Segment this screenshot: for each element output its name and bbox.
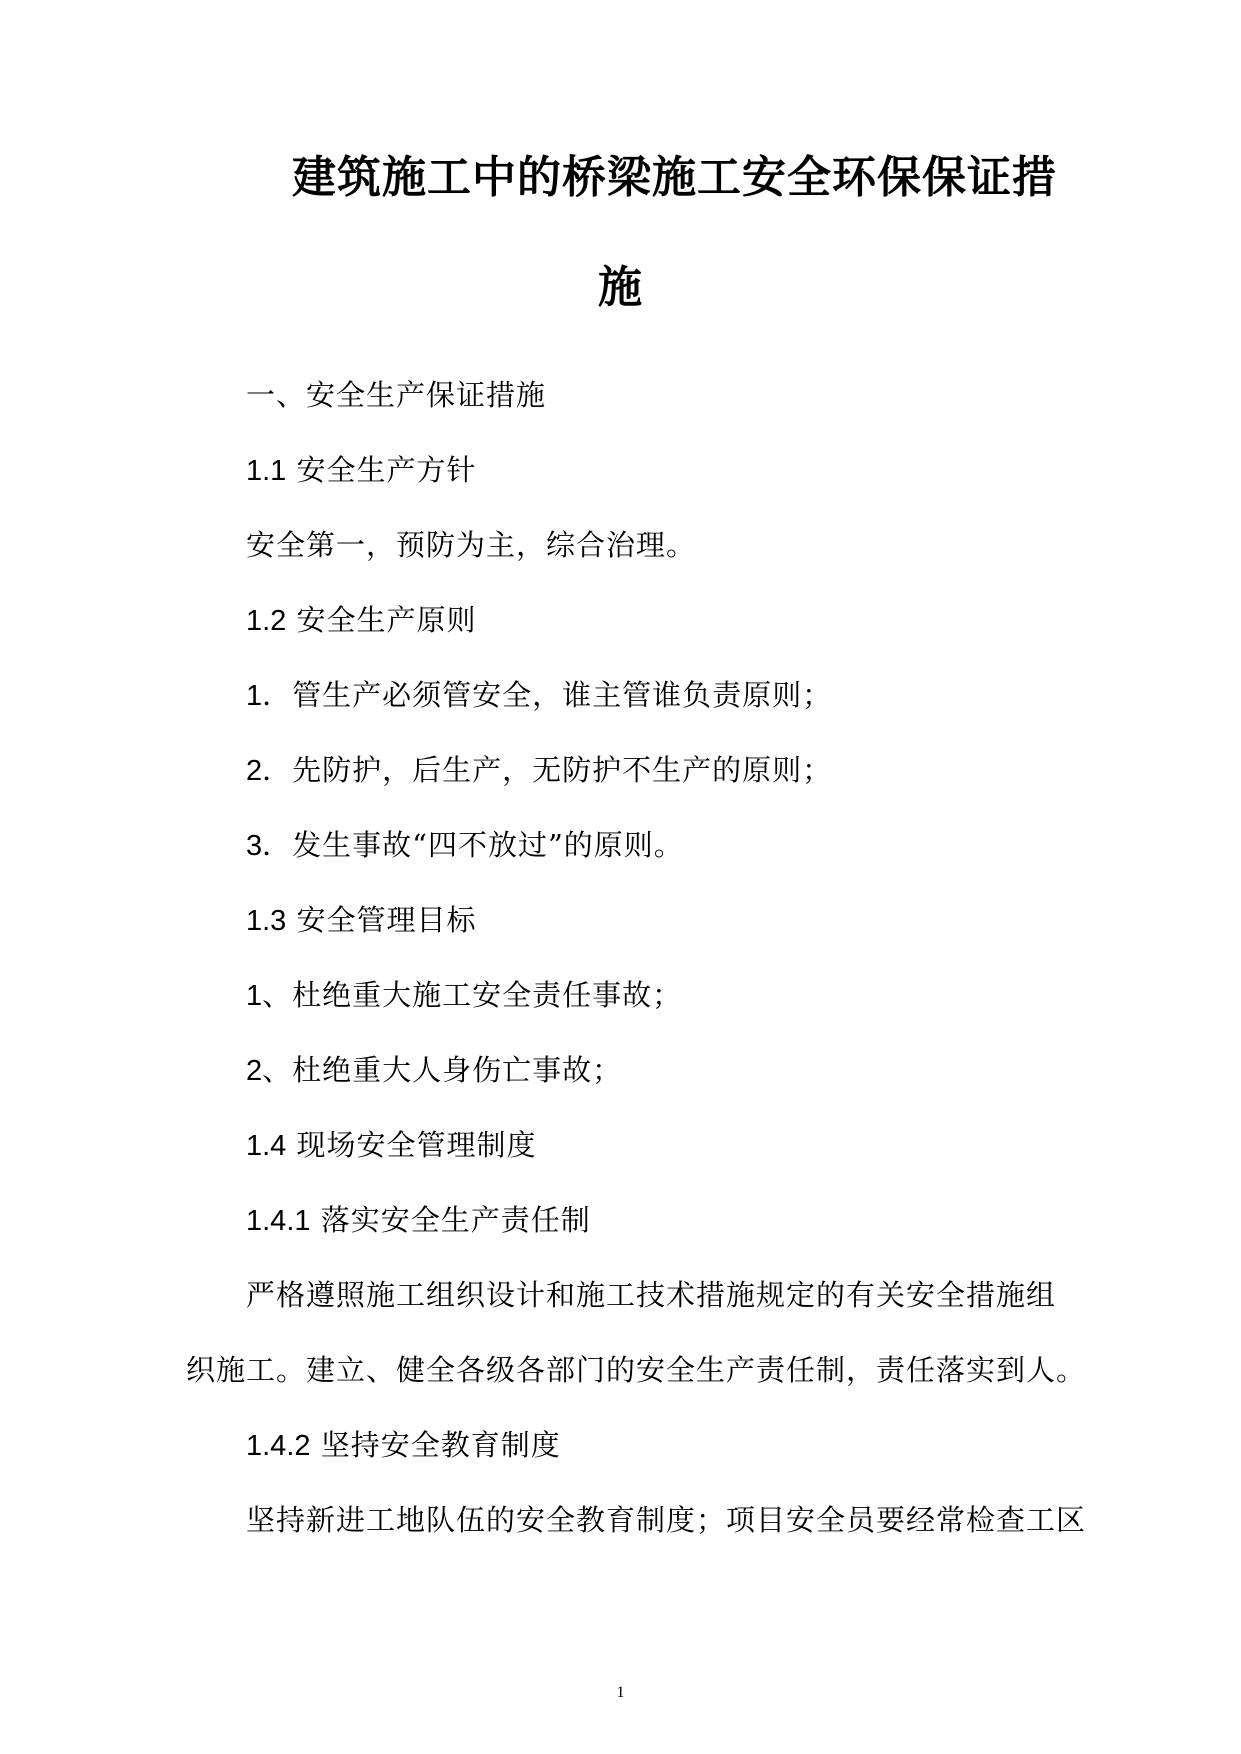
paragraph-number: 1.1 — [246, 455, 287, 487]
paragraph-text: 一、安全生产保证措施 — [246, 378, 547, 412]
paragraph-text: 安全生产原则 — [286, 603, 477, 637]
paragraph — [246, 375, 546, 416]
paragraph — [246, 1425, 561, 1466]
paragraph-number: 1 — [246, 980, 263, 1012]
paragraph-number: 3 — [246, 830, 263, 862]
paragraph-text: 安全第一，预防为主，综合治理。 — [246, 528, 697, 562]
paragraph-number: 1.4 — [246, 1130, 287, 1162]
paragraph — [186, 1350, 1086, 1391]
paragraph-text: 、杜绝重大人身伤亡事故； — [262, 1053, 623, 1087]
paragraph-text: 严格遵照施工组织设计和施工技术措施规定的有关安全措施组 — [246, 1278, 1057, 1312]
paragraph — [246, 825, 684, 866]
paragraph-text: 安全管理目标 — [286, 903, 477, 937]
paragraph-text: 落实安全生产责任制 — [310, 1203, 591, 1237]
paragraph — [246, 1125, 537, 1166]
paragraph — [246, 975, 682, 1016]
paragraph — [246, 450, 477, 491]
paragraph-number: 1.3 — [246, 905, 287, 937]
paragraph — [246, 525, 696, 566]
paragraph — [246, 1275, 1056, 1316]
paragraph — [246, 675, 832, 716]
paragraph — [246, 1200, 591, 1241]
document-title-line-2: 施 — [598, 262, 643, 313]
paragraph-text: 安全生产方针 — [286, 453, 477, 487]
paragraph-number: 1.4.1 — [246, 1205, 311, 1237]
paragraph-text: 坚持安全教育制度 — [310, 1428, 561, 1462]
paragraph-text: ．发生事故“四不放过”的原则。 — [262, 828, 684, 862]
page-number: 1 — [616, 1684, 625, 1701]
paragraph — [246, 900, 477, 941]
paragraph — [246, 600, 477, 641]
paragraph-text: 织施工。建立、健全各级各部门的安全生产责任制，责任落实到人。 — [186, 1353, 1087, 1387]
paragraph-number: 2 — [246, 1055, 263, 1087]
paragraph-number: 1.4.2 — [246, 1430, 311, 1462]
paragraph-text: 坚持新进工地队伍的安全教育制度；项目安全员要经常检查工区 — [246, 1503, 1087, 1537]
paragraph — [246, 1500, 1086, 1541]
paragraph-text: ．管生产必须管安全，谁主管谁负责原则； — [262, 678, 833, 712]
paragraph-text: 现场安全管理制度 — [286, 1128, 537, 1162]
paragraph — [246, 1050, 622, 1091]
paragraph — [246, 750, 832, 791]
paragraph-text: 、杜绝重大施工安全责任事故； — [262, 978, 683, 1012]
document-title-line-1: 建筑施工中的桥梁施工安全环保保证措 — [292, 152, 1057, 203]
paragraph-text: ．先防护，后生产，无防护不生产的原则； — [262, 753, 833, 787]
paragraph-number: 2 — [246, 755, 263, 787]
paragraph-number: 1.2 — [246, 605, 287, 637]
paragraph-number: 1 — [246, 680, 263, 712]
